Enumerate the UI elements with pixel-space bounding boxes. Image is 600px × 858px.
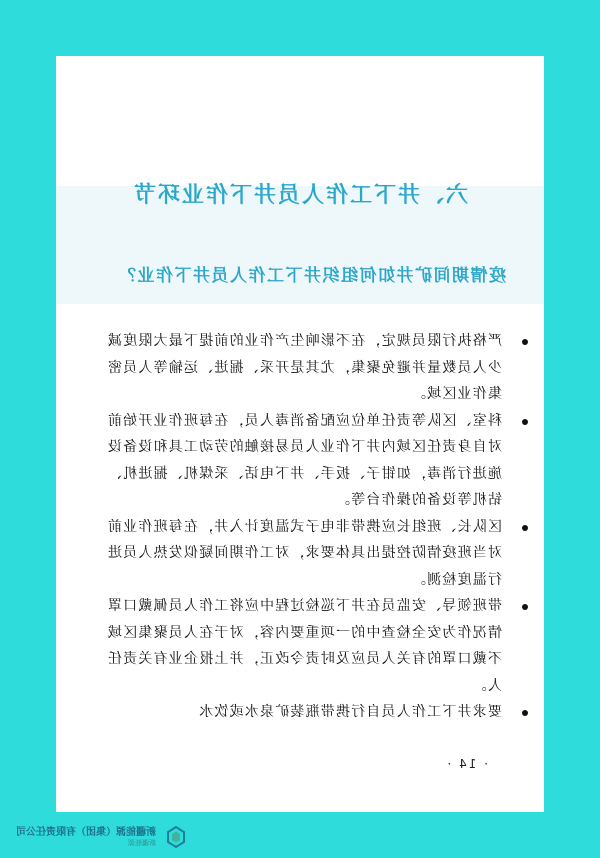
- section-title: 六、井下工作人员井下作业环节: [132, 183, 469, 208]
- bullet-item: [96, 514, 534, 594]
- page-number: · 14 ·: [445, 757, 488, 771]
- bullet-dot-icon: [522, 710, 528, 716]
- bullet-dot-icon: [522, 339, 528, 345]
- question-heading: 疫情期间矿井如何组织井下工作人员井下作业？: [117, 266, 506, 286]
- bullet-text: 严格执行限员规定，在不影响生产作业的前提下最大限度减少人员数量并避免聚集，尤其是开采、掘进、运输等人员密集作业区域。: [106, 333, 502, 402]
- bullet-text: 要求井下工作人员自行携带瓶装矿泉水或饮水: [198, 704, 502, 720]
- bullet-dot-icon: [522, 604, 528, 610]
- bullet-dot-icon: [522, 525, 528, 531]
- bullet-item: [96, 593, 534, 699]
- footer-watermark: [0, 815, 600, 858]
- bullet-item: [96, 699, 534, 726]
- bullet-dot-icon: [522, 419, 528, 425]
- bullet-list: [96, 328, 534, 726]
- footer-org-name: 新疆能源（集团）有限责任公司: [16, 827, 156, 838]
- document-page: [56, 56, 544, 812]
- company-logo-icon: [164, 825, 188, 849]
- bullet-text: 区队长、班组长应携带非电子式温度计入井，在每班作业前对当班疫情防控提出具体要求，对工作期间疑似发热人员进行温度检测。: [106, 518, 502, 588]
- bullet-item: [96, 328, 534, 408]
- footer-brand: 新疆能源: [128, 839, 156, 847]
- bullet-text: 科室、区队等责任单位应配备消毒人员，在每班作业开始前对自身责任区域内井下作业人员易接触的劳动工具和设备设施进行消毒，如钳子、扳手、井下电话、采煤机、掘进机、钻机等设备的操作台等。: [106, 412, 502, 508]
- bullet-item: [96, 408, 534, 514]
- bullet-text: 带班领导、安监员在井下巡检过程中应将工作人员佩戴口罩情况作为安全检查中的一项重要内容，对于在人员聚集区域不戴口罩的有关人员应及时责令改正，并上报企业有关责任人。: [106, 598, 502, 694]
